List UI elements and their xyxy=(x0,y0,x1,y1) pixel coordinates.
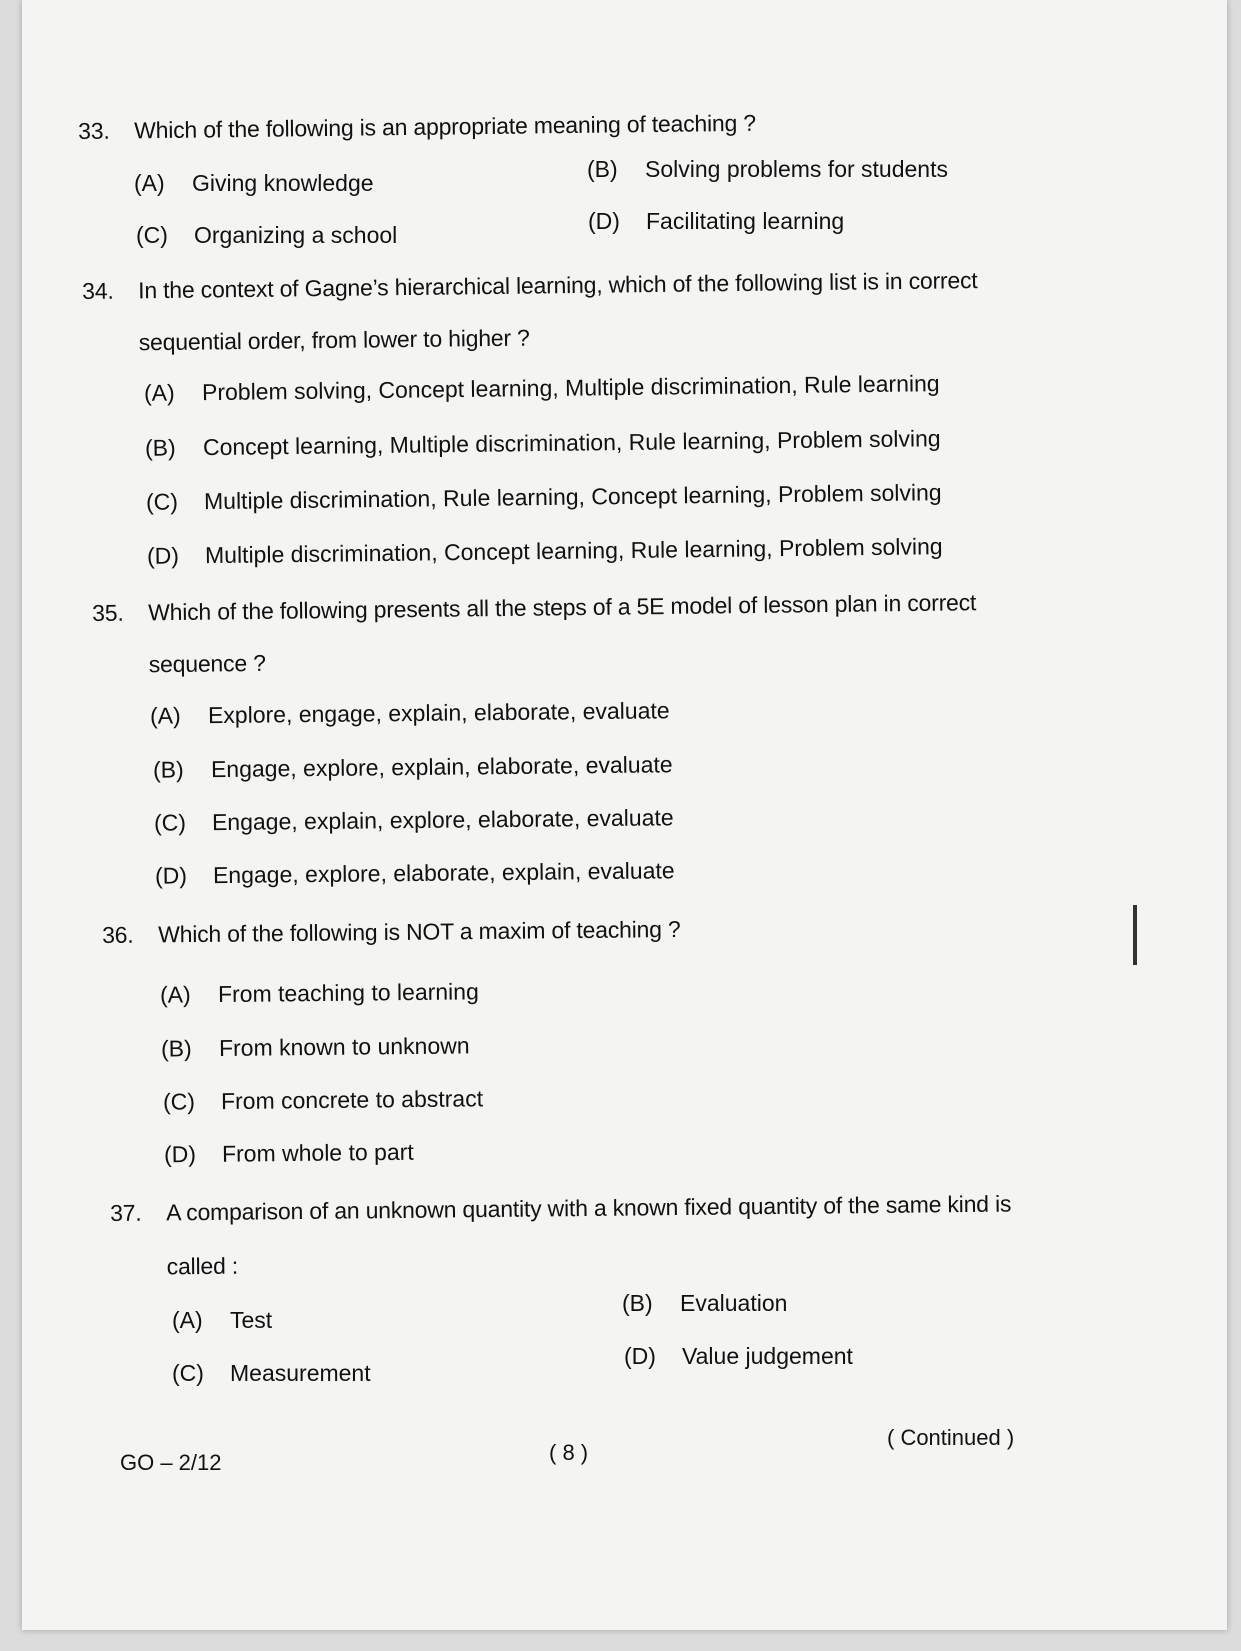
option-36-a xyxy=(160,978,479,1008)
question-number: 36. xyxy=(102,921,134,948)
question-text-line2: called : xyxy=(166,1252,239,1280)
option-text: Evaluation xyxy=(680,1290,788,1316)
question-text-line2: sequence ? xyxy=(148,649,266,678)
question-text: Which of the following presents all the steps of a 5E model of lesson plan in correct xyxy=(147,589,977,626)
option-label: (C) xyxy=(153,809,187,836)
option-35-a xyxy=(150,697,670,729)
continued-label: ( Continued ) xyxy=(887,1425,1015,1450)
option-36-c xyxy=(163,1085,483,1115)
option-label: (A) xyxy=(149,702,181,729)
option-label: (D) xyxy=(146,542,180,569)
option-label: (A) xyxy=(134,170,165,196)
option-label: (B) xyxy=(587,156,618,182)
option-label: (D) xyxy=(163,1140,197,1168)
option-text: From known to unknown xyxy=(218,1032,470,1062)
option-label: (B) xyxy=(622,1290,653,1316)
option-text: Problem solving, Concept learning, Multiple discrimination, Rule learning xyxy=(201,370,940,406)
option-text: Explore, engage, explain, elaborate, evaluate xyxy=(207,697,670,729)
option-37-d xyxy=(624,1343,853,1370)
option-label: (B) xyxy=(152,756,184,783)
option-label: (B) xyxy=(160,1035,192,1062)
option-label: (C) xyxy=(162,1088,196,1115)
paper-code: GO – 2/12 xyxy=(120,1450,222,1475)
option-label: (B) xyxy=(144,434,176,461)
question-text: In the context of Gagne’s hierarchical learning, which of the following list is in correct xyxy=(137,267,978,304)
option-label: (A) xyxy=(172,1307,203,1333)
option-33-a xyxy=(134,170,374,197)
option-text: Engage, explain, explore, elaborate, evaluate xyxy=(211,804,674,836)
option-33-d xyxy=(588,208,844,235)
option-text: Value judgement xyxy=(682,1343,853,1369)
option-text: Measurement xyxy=(230,1360,371,1386)
option-label: (A) xyxy=(159,981,191,1008)
option-33-b xyxy=(587,156,948,183)
option-text: Solving problems for students xyxy=(645,156,948,182)
exam-page xyxy=(22,0,1227,1630)
option-text: Engage, explore, elaborate, explain, evaluate xyxy=(212,857,675,889)
option-text: From whole to part xyxy=(221,1138,414,1167)
question-number: 33. xyxy=(78,117,110,144)
option-34-d xyxy=(147,533,943,570)
option-text: Multiple discrimination, Rule learning, Concept learning, Problem solving xyxy=(203,479,942,515)
option-text: From concrete to abstract xyxy=(220,1085,484,1115)
option-37-b xyxy=(622,1290,787,1317)
option-text: Multiple discrimination, Concept learning, Rule learning, Problem solving xyxy=(204,533,943,569)
option-35-d xyxy=(155,857,675,889)
option-label: (C) xyxy=(136,222,168,248)
question-text-line2: sequential order, from lower to higher ? xyxy=(138,324,530,356)
option-36-d xyxy=(164,1139,414,1169)
option-label: (A) xyxy=(143,379,175,406)
question-text: Which of the following is an appropriate meaning of teaching ? xyxy=(133,109,757,144)
question-text: Which of the following is NOT a maxim of teaching ? xyxy=(157,915,681,948)
question-number: 34. xyxy=(82,277,114,304)
margin-mark xyxy=(1133,905,1137,965)
option-label: (D) xyxy=(154,862,188,889)
question-number: 35. xyxy=(92,599,124,626)
option-text: Organizing a school xyxy=(194,222,398,248)
option-text: From teaching to learning xyxy=(217,978,479,1008)
option-label: (D) xyxy=(588,208,620,234)
option-label: (C) xyxy=(145,488,179,515)
option-35-b xyxy=(153,751,673,783)
question-number: 37. xyxy=(110,1199,142,1226)
option-text: Test xyxy=(230,1307,273,1333)
question-text: A comparison of an unknown quantity with a known fixed quantity of the same kind is xyxy=(165,1190,1012,1226)
option-text: Engage, explore, explain, elaborate, evaluate xyxy=(210,751,673,783)
option-text: Giving knowledge xyxy=(192,170,374,196)
option-34-a xyxy=(144,370,940,407)
option-label: (C) xyxy=(172,1360,204,1386)
option-33-c xyxy=(136,222,397,249)
page-number: ( 8 ) xyxy=(549,1440,589,1465)
option-34-c xyxy=(146,479,942,516)
option-text: Facilitating learning xyxy=(646,208,845,234)
option-34-b xyxy=(145,425,941,462)
option-37-a xyxy=(172,1307,272,1334)
option-label: (D) xyxy=(624,1343,656,1369)
option-37-c xyxy=(172,1360,371,1387)
option-text: Concept learning, Multiple discrimination, Rule learning, Problem solving xyxy=(202,425,941,461)
option-35-c xyxy=(154,804,674,836)
option-36-b xyxy=(161,1032,470,1062)
